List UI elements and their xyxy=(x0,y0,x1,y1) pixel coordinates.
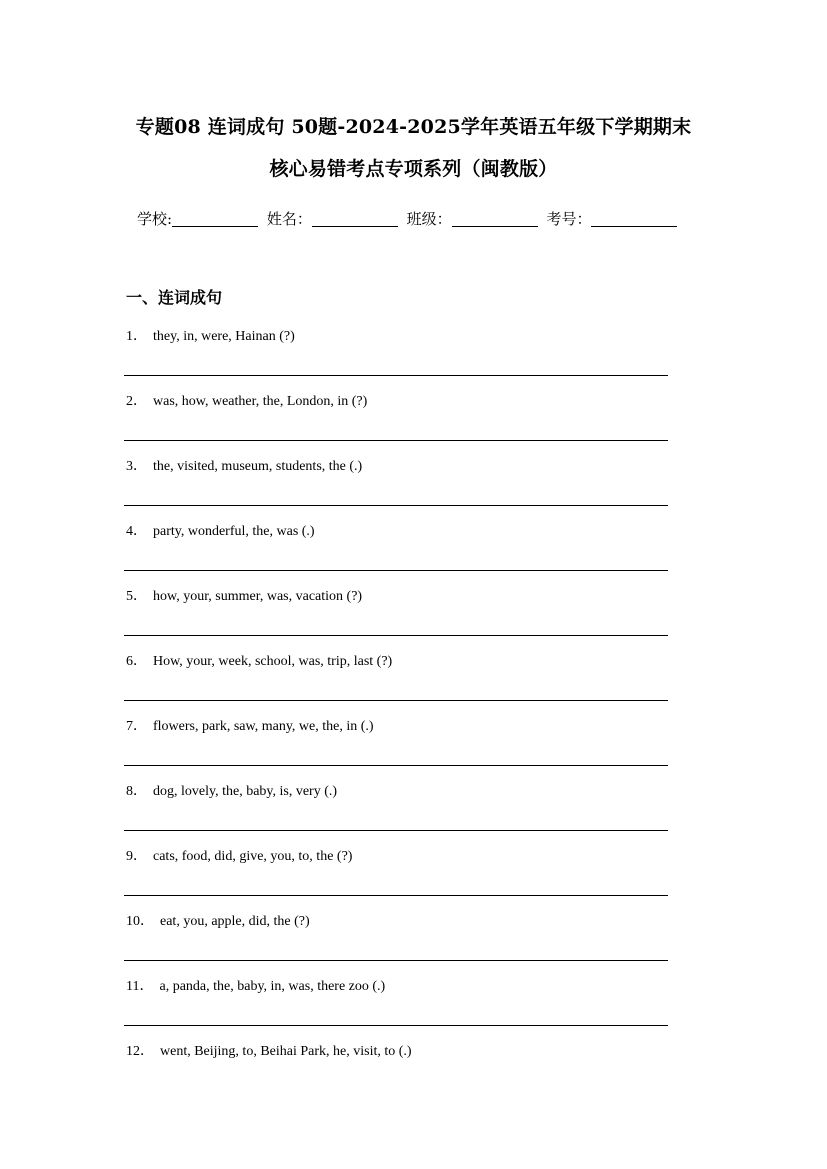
question-number: 1． xyxy=(126,329,147,344)
question-item xyxy=(126,715,374,735)
question-text: eat, you, apple, did, the (?) xyxy=(160,914,310,929)
question-text: they, in, were, Hainan (?) xyxy=(153,329,295,344)
name-label: 姓名： xyxy=(266,210,312,228)
page-title-line-1: 专题08 连词成句 50题-2024-2025学年英语五年级下学期期末 xyxy=(135,116,692,138)
name-field xyxy=(267,208,398,229)
question-text: a, panda, the, baby, in, was, there zoo (.) xyxy=(159,979,386,994)
question-item xyxy=(126,1040,412,1060)
class-field xyxy=(407,208,538,229)
question-number: 6． xyxy=(126,654,147,669)
student-info-row xyxy=(137,208,681,229)
school-field xyxy=(137,208,258,229)
question-item xyxy=(126,650,392,670)
answer-line[interactable] xyxy=(124,960,668,961)
question-number: 12． xyxy=(126,1044,154,1059)
question-item xyxy=(126,780,337,800)
question-item xyxy=(126,325,295,345)
question-text: went, Beijing, to, Beihai Park, he, visit, to (.) xyxy=(160,1044,412,1059)
question-number: 11． xyxy=(126,979,154,994)
question-item xyxy=(126,975,385,995)
question-number: 10． xyxy=(126,914,154,929)
answer-line[interactable] xyxy=(124,895,668,896)
question-number: 5． xyxy=(126,589,147,604)
answer-line[interactable] xyxy=(124,505,668,506)
question-text: How, your, week, school, was, trip, last (?) xyxy=(153,654,393,669)
page-title-line-2: 核心易错考点专项系列（闽教版） xyxy=(269,158,558,180)
question-item xyxy=(126,390,367,410)
school-blank[interactable] xyxy=(172,211,258,227)
question-text: party, wonderful, the, was (.) xyxy=(153,524,315,539)
question-number: 4． xyxy=(126,524,147,539)
question-item xyxy=(126,910,310,930)
answer-line[interactable] xyxy=(124,440,668,441)
question-number: 9． xyxy=(126,849,147,864)
section-title: 一、连词成句 xyxy=(126,288,223,307)
question-text: the, visited, museum, students, the (.) xyxy=(153,459,363,474)
answer-line[interactable] xyxy=(124,635,668,636)
question-text: cats, food, did, give, you, to, the (?) xyxy=(153,849,353,864)
question-number: 3． xyxy=(126,459,147,474)
question-text: dog, lovely, the, baby, is, very (.) xyxy=(153,784,338,799)
question-number: 2． xyxy=(126,394,147,409)
answer-line[interactable] xyxy=(124,570,668,571)
question-item xyxy=(126,520,315,540)
class-label: 班级： xyxy=(406,210,452,228)
question-item xyxy=(126,845,352,865)
question-number: 8． xyxy=(126,784,147,799)
question-item xyxy=(126,585,362,605)
question-item xyxy=(126,455,362,475)
answer-line[interactable] xyxy=(124,700,668,701)
answer-line[interactable] xyxy=(124,375,668,376)
exam-number-field xyxy=(546,208,677,229)
question-text: how, your, summer, was, vacation (?) xyxy=(153,589,363,604)
answer-line[interactable] xyxy=(124,765,668,766)
school-label: 学校: xyxy=(137,210,173,228)
exam-number-label: 考号： xyxy=(546,210,592,228)
exam-number-blank[interactable] xyxy=(591,211,677,227)
class-blank[interactable] xyxy=(452,211,538,227)
answer-line[interactable] xyxy=(124,830,668,831)
question-text: was, how, weather, the, London, in (?) xyxy=(153,394,368,409)
answer-line[interactable] xyxy=(124,1025,668,1026)
name-blank[interactable] xyxy=(312,211,398,227)
question-text: flowers, park, saw, many, we, the, in (.) xyxy=(153,719,374,734)
question-number: 7． xyxy=(126,719,147,734)
